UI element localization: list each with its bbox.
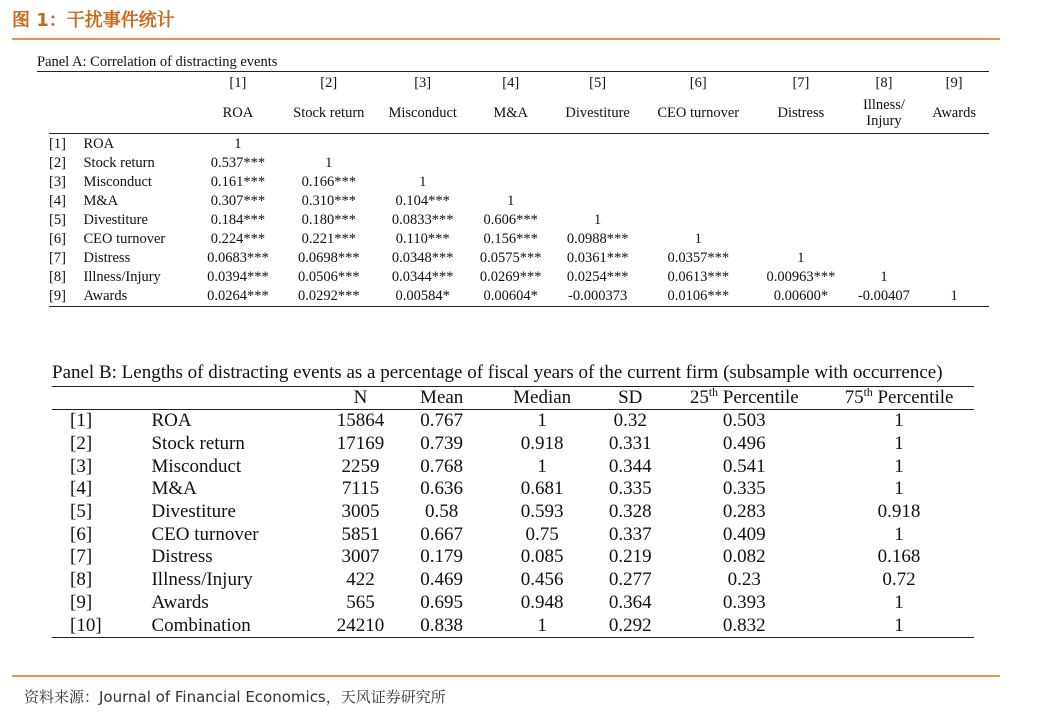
table-cell: 0.58	[425, 501, 459, 523]
row-index: [5]	[49, 212, 66, 228]
col-header: Misconduct	[376, 93, 470, 134]
table-cell: 1	[919, 287, 989, 307]
table-cell: 5851	[341, 523, 380, 545]
table-cell: -0.00407	[849, 287, 919, 307]
row-label: Divestiture	[83, 212, 148, 228]
table-cell: 1	[894, 455, 904, 477]
col-header: Median	[488, 387, 595, 410]
table-cell: 0.681	[520, 478, 564, 500]
top-divider	[12, 38, 1000, 40]
table-row	[52, 523, 974, 546]
table-row	[49, 249, 989, 268]
col-header: Awards	[919, 93, 989, 134]
row-index: [6]	[70, 523, 93, 545]
table-cell: 0.667	[420, 523, 464, 545]
table-cell: 0.337	[608, 523, 652, 545]
table-cell: 0.0683***	[207, 250, 269, 266]
row-label: ROA	[151, 410, 192, 432]
col-index: [8]	[875, 75, 893, 91]
table-cell	[849, 192, 919, 211]
table-cell	[849, 249, 919, 268]
table-cell: 0.23	[727, 569, 761, 591]
row-index: [4]	[70, 478, 93, 500]
table-cell: 1	[824, 614, 974, 637]
table-cell: 0.110***	[395, 231, 450, 247]
table-cell	[849, 173, 919, 192]
table-cell: 0.32	[613, 410, 647, 432]
col-header: Divestiture	[552, 93, 644, 134]
table-cell: 1	[537, 410, 547, 432]
row-label: Illness/Injury	[83, 269, 161, 285]
table-cell: 0.0394***	[207, 269, 269, 285]
table-cell: 0.224***	[210, 231, 266, 247]
row-index: [2]	[49, 155, 66, 171]
table-cell: 0.277	[608, 569, 652, 591]
row-index: [7]	[49, 250, 66, 266]
table-cell: 0.161***	[210, 174, 266, 190]
table-cell: 3007	[341, 546, 380, 568]
col-index: [4]	[502, 75, 520, 91]
col-header: SD	[596, 387, 665, 410]
table-cell: 0.0833***	[391, 212, 454, 228]
table-cell	[376, 134, 470, 155]
row-index: [8]	[70, 569, 93, 591]
table-cell: 0.636	[420, 478, 464, 500]
table-cell	[552, 173, 644, 192]
col-header: Illness/ Injury	[849, 93, 919, 134]
table-cell: 0.156***	[483, 231, 538, 247]
table-cell	[919, 173, 989, 192]
row-label: CEO turnover	[83, 231, 166, 247]
figure-title: 图 1：干扰事件统计	[12, 10, 175, 31]
table-cell: 1	[894, 410, 904, 432]
table-cell: 0.0269***	[479, 269, 542, 285]
table-cell: 0.219	[608, 546, 652, 568]
table-cell: 0.0348***	[391, 250, 454, 266]
table-cell: 1	[797, 250, 805, 266]
table-cell: 1	[894, 523, 904, 545]
row-label: Distress	[83, 250, 131, 266]
percentile-number: 75	[844, 387, 864, 408]
table-cell: 0.739	[420, 433, 464, 455]
table-cell	[919, 134, 989, 155]
percentile-suffix: th	[863, 385, 873, 399]
table-cell: 0.307***	[210, 193, 266, 209]
table-cell: 0.292	[596, 614, 665, 637]
table-cell: 0.456	[520, 569, 564, 591]
table-cell: 1	[419, 174, 427, 190]
table-cell	[753, 230, 849, 249]
col-index: [9]	[945, 75, 963, 91]
col-index: [1]	[229, 75, 247, 91]
table-cell: 0.606***	[483, 212, 538, 228]
table-row	[49, 134, 989, 155]
table-cell: 0.409	[722, 523, 766, 545]
table-cell: 0.344	[608, 455, 652, 477]
table-cell: 0.0613***	[667, 269, 730, 285]
table-cell	[753, 173, 849, 192]
percentile-suffix: th	[708, 385, 719, 399]
table-row	[49, 268, 989, 287]
percentile-number: 25	[689, 387, 709, 408]
table-cell: 0.082	[722, 546, 766, 568]
table-cell: 0.0988***	[566, 231, 629, 247]
table-cell	[552, 134, 644, 155]
row-index: [4]	[49, 193, 66, 209]
table-row	[49, 211, 989, 230]
table-cell	[643, 173, 753, 192]
table-cell: 0.328	[608, 501, 652, 523]
row-label: Misconduct	[151, 455, 242, 477]
table-cell: 1	[894, 433, 904, 455]
row-label: Awards	[83, 287, 194, 307]
table-cell: 0.00604*	[470, 287, 552, 307]
table-row	[52, 433, 974, 456]
table-cell: 0.331	[608, 433, 652, 455]
table-cell: 0.0698***	[297, 250, 360, 266]
row-index: [5]	[70, 501, 93, 523]
table-row	[52, 478, 974, 501]
table-cell: 0.767	[420, 410, 464, 432]
table-cell: 0.75	[525, 523, 559, 545]
table-cell: 1	[894, 478, 904, 500]
table-cell: 1	[537, 455, 547, 477]
row-label: Stock return	[151, 433, 245, 455]
col-index: [7]	[792, 75, 810, 91]
row-label: Illness/Injury	[151, 569, 253, 591]
row-index: [3]	[70, 455, 93, 477]
row-label: Misconduct	[83, 174, 152, 190]
table-row	[52, 614, 974, 637]
panel-b-title: Panel B: Lengths of distracting events as a percentage of fiscal years of the current firm (subsample with occurrence)	[52, 362, 943, 383]
col-header: ROA	[194, 93, 282, 134]
table-cell: 0.335	[722, 478, 766, 500]
table-cell: 0.179	[420, 546, 464, 568]
table-cell: 0.72	[882, 569, 916, 591]
table-cell: 0.085	[520, 546, 564, 568]
table-cell: 0.393	[722, 591, 766, 613]
table-cell	[919, 211, 989, 230]
panel-a-title: Panel A: Correlation of distracting events	[37, 54, 278, 70]
row-label: Distress	[151, 546, 213, 568]
table-cell	[470, 134, 552, 155]
table-cell: 0.918	[520, 433, 564, 455]
table-cell	[919, 230, 989, 249]
table-cell	[753, 192, 849, 211]
row-index: [7]	[70, 546, 93, 568]
table-cell	[643, 192, 753, 211]
table-cell: 0.593	[520, 501, 564, 523]
table-cell: 0.0106***	[643, 287, 753, 307]
table-cell: 0.832	[665, 614, 824, 637]
table-cell	[849, 134, 919, 155]
col-index: [6]	[689, 75, 707, 91]
table-cell: 0.180***	[301, 212, 356, 228]
col-index: [5]	[589, 75, 607, 91]
table-row	[49, 230, 989, 249]
table-cell: 1	[507, 193, 515, 209]
table-cell: 0.0344***	[391, 269, 454, 285]
panel-b-header-row	[52, 387, 974, 410]
row-label: CEO turnover	[151, 523, 259, 545]
table-cell: 1	[880, 269, 888, 285]
table-cell: 1	[325, 155, 333, 171]
table-cell	[849, 230, 919, 249]
table-cell: 1	[894, 591, 904, 613]
table-cell: 565	[346, 591, 375, 613]
panel-a-index-row	[49, 74, 989, 93]
table-cell: 0.469	[420, 569, 464, 591]
lengths-table	[52, 386, 974, 638]
row-index: [3]	[49, 174, 66, 190]
table-cell: 0.0357***	[667, 250, 730, 266]
panel-a-title-rule	[37, 71, 989, 72]
table-cell: 0.838	[395, 614, 488, 637]
table-cell	[919, 268, 989, 287]
row-index: [9]	[70, 591, 93, 613]
table-cell	[470, 173, 552, 192]
table-row	[52, 569, 974, 592]
table-cell: 0.0575***	[479, 250, 542, 266]
table-cell: 0.695	[420, 591, 464, 613]
table-cell	[753, 211, 849, 230]
row-label: M&A	[151, 478, 197, 500]
table-cell: 0.166***	[301, 174, 356, 190]
panel-a	[37, 54, 989, 304]
row-label: Combination	[151, 614, 326, 637]
col-header: Mean	[395, 387, 488, 410]
table-cell: 2259	[341, 455, 380, 477]
row-index: [10]	[52, 614, 151, 637]
source-note: 资料来源：Journal of Financial Economics，天风证券研究所	[24, 688, 446, 706]
table-row	[49, 192, 989, 211]
row-index: [9]	[49, 287, 83, 307]
col-header: Distress	[753, 93, 849, 134]
table-cell: 422	[346, 569, 375, 591]
table-cell	[552, 192, 644, 211]
row-label: Stock return	[83, 155, 155, 171]
table-cell: 0.184***	[210, 212, 266, 228]
row-index: [1]	[49, 136, 66, 152]
table-cell	[919, 249, 989, 268]
table-cell: 0.918	[877, 501, 921, 523]
table-cell	[552, 154, 644, 173]
table-cell	[753, 134, 849, 155]
row-index: [6]	[49, 231, 66, 247]
col-header: Stock return	[282, 93, 376, 134]
table-cell: 0.00584*	[376, 287, 470, 307]
row-index: [2]	[70, 433, 93, 455]
row-label: Divestiture	[151, 501, 236, 523]
panel-b	[52, 362, 974, 636]
table-row	[52, 501, 974, 524]
table-cell	[919, 154, 989, 173]
table-cell: 0.00963***	[766, 269, 836, 285]
panel-a-header-row	[49, 93, 989, 134]
table-cell: 0.283	[722, 501, 766, 523]
table-cell: 24210	[326, 614, 395, 637]
table-cell: 0.537***	[210, 155, 266, 171]
table-cell: 0.948	[520, 591, 564, 613]
table-cell	[849, 211, 919, 230]
table-cell: 0.0506***	[297, 269, 360, 285]
table-row	[52, 410, 974, 433]
bottom-divider	[12, 675, 1000, 677]
table-cell: 0.0254***	[566, 269, 629, 285]
table-row	[52, 546, 974, 569]
table-cell	[849, 154, 919, 173]
row-label: ROA	[83, 136, 115, 152]
correlation-table	[49, 74, 989, 307]
percentile-word: Percentile	[877, 387, 954, 408]
table-cell: 0.104***	[395, 193, 450, 209]
table-cell: 0.335	[608, 478, 652, 500]
table-cell: 1	[234, 136, 242, 152]
col-header: M&A	[470, 93, 552, 134]
table-cell: 0.541	[722, 455, 766, 477]
table-cell	[643, 211, 753, 230]
col-header-p25	[665, 387, 824, 410]
table-cell: 1	[594, 212, 602, 228]
row-index: [1]	[70, 410, 93, 432]
table-cell	[919, 192, 989, 211]
table-row	[49, 173, 989, 192]
table-cell: 0.0292***	[282, 287, 376, 307]
table-cell: 0.496	[722, 433, 766, 455]
table-cell: 0.364	[608, 591, 652, 613]
table-cell	[470, 154, 552, 173]
col-index: [2]	[320, 75, 338, 91]
col-header: CEO turnover	[643, 93, 753, 134]
table-cell: 1	[694, 231, 702, 247]
table-cell: 3005	[341, 501, 380, 523]
table-cell	[643, 154, 753, 173]
table-row	[52, 455, 974, 478]
table-cell: 0.768	[420, 455, 464, 477]
row-label: Awards	[151, 591, 209, 613]
table-cell: 0.310***	[301, 193, 356, 209]
col-index: [3]	[414, 75, 432, 91]
table-cell: 1	[488, 614, 595, 637]
table-cell	[282, 134, 376, 155]
table-cell: -0.000373	[552, 287, 644, 307]
table-cell: 15864	[336, 410, 385, 432]
table-cell: 0.0264***	[194, 287, 282, 307]
row-index: [8]	[49, 269, 66, 285]
table-cell: 0.168	[877, 546, 921, 568]
table-cell: 0.221***	[301, 231, 356, 247]
row-label: M&A	[83, 193, 119, 209]
table-cell: 17169	[336, 433, 385, 455]
table-cell: 0.503	[722, 410, 766, 432]
percentile-word: Percentile	[722, 387, 799, 408]
col-header: N	[326, 387, 395, 410]
table-cell: 0.00600*	[753, 287, 849, 307]
col-header-p75	[824, 387, 974, 410]
table-cell	[376, 154, 470, 173]
table-row	[49, 154, 989, 173]
table-cell	[753, 154, 849, 173]
table-cell: 7115	[341, 478, 380, 500]
table-cell: 0.0361***	[566, 250, 629, 266]
table-row	[49, 287, 989, 307]
table-cell	[643, 134, 753, 155]
table-row	[52, 592, 974, 615]
